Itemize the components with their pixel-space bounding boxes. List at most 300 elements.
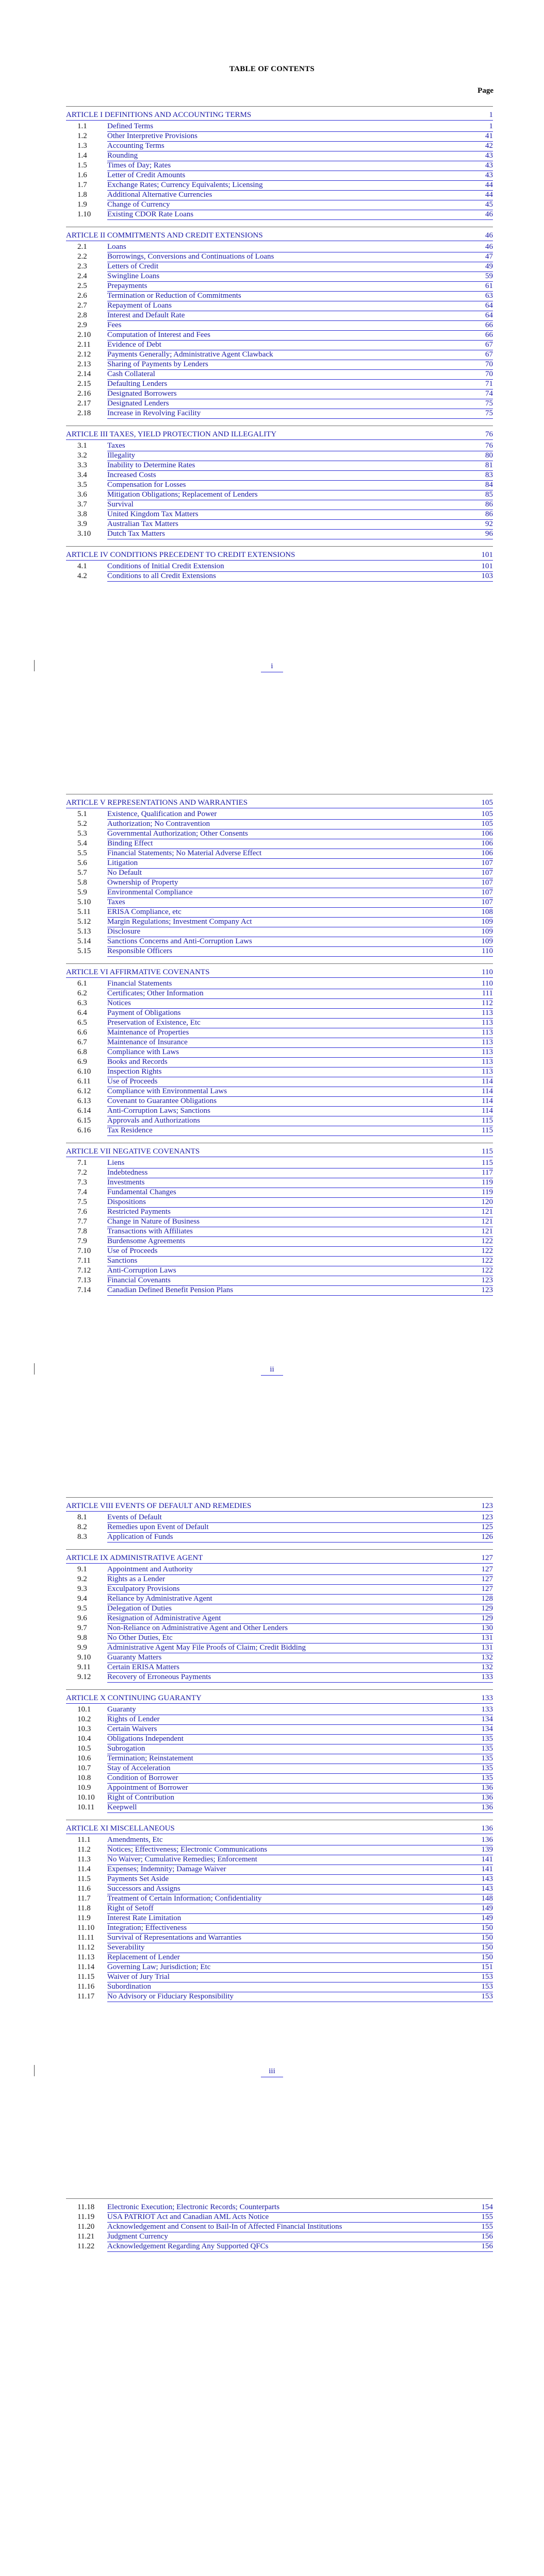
section-title: Rounding: [107, 151, 138, 160]
section-link[interactable]: [107, 1067, 493, 1077]
section-link[interactable]: [107, 1188, 493, 1198]
section-number: 3.6: [77, 490, 87, 499]
page-number[interactable]: ii: [270, 1365, 274, 1374]
section-link[interactable]: [107, 409, 493, 419]
section-row: [66, 519, 493, 529]
section-link[interactable]: [107, 1913, 493, 1924]
section-page-number: 119: [482, 1178, 493, 1187]
section-link[interactable]: [107, 1803, 493, 1813]
section-row: [66, 1884, 493, 1894]
section-row: [66, 858, 493, 868]
section-page-number: 101: [481, 562, 493, 570]
section-link[interactable]: [107, 1724, 493, 1735]
section-link[interactable]: [107, 151, 493, 161]
section-page-number: 114: [482, 1087, 493, 1095]
section-page-number: 64: [485, 311, 493, 319]
section-page-number: 136: [481, 1836, 493, 1844]
section-link[interactable]: [107, 291, 493, 301]
section-link[interactable]: [107, 1633, 493, 1643]
section-link[interactable]: [107, 379, 493, 389]
article-title: ARTICLE VII NEGATIVE COVENANTS: [66, 1147, 200, 1156]
section-page-number: 135: [481, 1774, 493, 1782]
section-title: Use of Proceeds: [107, 1077, 158, 1086]
section-page-number: 75: [485, 399, 493, 408]
section-link[interactable]: [107, 1227, 493, 1237]
section-page-number: 66: [485, 321, 493, 329]
section-link[interactable]: [107, 242, 493, 252]
section-number: 10.6: [77, 1754, 91, 1762]
section-link[interactable]: [107, 1116, 493, 1126]
section-link[interactable]: [107, 1038, 493, 1048]
section-link[interactable]: [107, 819, 493, 829]
section-row: [66, 2232, 493, 2242]
section-link[interactable]: [107, 878, 493, 888]
section-link[interactable]: [107, 888, 493, 898]
section-number: 11.7: [77, 1894, 91, 1903]
article-link[interactable]: [66, 968, 493, 978]
section-link[interactable]: [107, 360, 493, 370]
section-row: [66, 1913, 493, 1923]
section-number: 11.8: [77, 1904, 91, 1912]
section-page-number: 107: [481, 869, 493, 877]
section-link[interactable]: [107, 340, 493, 350]
toc-page-block: [66, 106, 493, 588]
section-number: 3.7: [77, 500, 87, 509]
section-number: 10.3: [77, 1725, 91, 1733]
section-link[interactable]: [107, 1972, 493, 1982]
section-link[interactable]: [107, 1845, 493, 1855]
section-link[interactable]: [107, 917, 493, 927]
section-title: Anti-Corruption Laws; Sanctions: [107, 1107, 210, 1115]
section-row: [66, 1008, 493, 1018]
section-link[interactable]: [107, 180, 493, 191]
section-row: [66, 210, 493, 219]
section-link[interactable]: [107, 141, 493, 151]
article-link[interactable]: [66, 550, 493, 561]
section-link[interactable]: [107, 1513, 493, 1523]
section-title: Fees: [107, 321, 122, 329]
section-link[interactable]: [107, 301, 493, 311]
section-link[interactable]: [107, 1933, 493, 1943]
section-link[interactable]: [107, 809, 493, 820]
section-link[interactable]: [107, 1246, 493, 1257]
section-title: Restricted Payments: [107, 1208, 171, 1216]
section-link[interactable]: [107, 510, 493, 520]
article-link[interactable]: [66, 1553, 493, 1564]
section-link[interactable]: [107, 529, 493, 539]
section-row: [66, 1982, 493, 1992]
section-row: [66, 1773, 493, 1783]
section-title: Dutch Tax Matters: [107, 530, 165, 538]
section-link[interactable]: [107, 470, 493, 481]
section-link[interactable]: [107, 1943, 493, 1953]
section-link[interactable]: [107, 562, 493, 572]
section-page-number: 105: [481, 810, 493, 818]
section-link[interactable]: [107, 1276, 493, 1286]
section-link[interactable]: [107, 500, 493, 510]
section-link[interactable]: [107, 161, 493, 171]
section-title: Accounting Terms: [107, 142, 164, 150]
section-link[interactable]: [107, 1584, 493, 1595]
article-link[interactable]: [66, 231, 493, 241]
section-title: Termination; Reinstatement: [107, 1754, 193, 1762]
article-link[interactable]: [66, 430, 493, 440]
section-row: [66, 1633, 493, 1643]
section-link[interactable]: [107, 2222, 493, 2232]
section-link[interactable]: [107, 946, 493, 957]
section-title: Subrogation: [107, 1744, 145, 1753]
section-page-number: 141: [481, 1865, 493, 1873]
article-page-number: 101: [481, 551, 493, 559]
section-number: 1.2: [77, 132, 87, 140]
section-link[interactable]: [107, 399, 493, 409]
section-row: [66, 409, 493, 418]
section-link[interactable]: [107, 1008, 493, 1019]
section-title: Sharing of Payments by Lenders: [107, 360, 208, 368]
section-link[interactable]: [107, 1266, 493, 1276]
section-link[interactable]: [107, 1018, 493, 1028]
section-link[interactable]: [107, 1087, 493, 1097]
section-link[interactable]: [107, 1217, 493, 1227]
section-row: [66, 1207, 493, 1217]
section-title: Notices: [107, 999, 131, 1007]
section-page-number: 156: [481, 2242, 493, 2250]
section-row: [66, 1972, 493, 1982]
section-link[interactable]: [107, 1764, 493, 1774]
section-link[interactable]: [107, 262, 493, 272]
section-number: 5.14: [77, 937, 91, 945]
section-title: Litigation: [107, 859, 138, 867]
article-link[interactable]: [66, 1147, 493, 1157]
section-link[interactable]: [107, 1962, 493, 1973]
section-row: [66, 262, 493, 272]
section-link[interactable]: [107, 200, 493, 210]
section-page-number: 43: [485, 161, 493, 170]
section-link[interactable]: [107, 1126, 493, 1136]
section-number: 5.5: [77, 849, 87, 857]
section-link[interactable]: [107, 907, 493, 918]
section-number: 7.6: [77, 1208, 87, 1216]
section-link[interactable]: [107, 868, 493, 878]
section-link[interactable]: [107, 1953, 493, 1963]
section-row: [66, 1643, 493, 1653]
section-title: Change of Currency: [107, 200, 170, 209]
section-title: Severability: [107, 1943, 145, 1952]
section-number: 2.17: [77, 399, 91, 408]
section-link[interactable]: [107, 1096, 493, 1107]
section-link[interactable]: [107, 1077, 493, 1087]
section-title: Use of Proceeds: [107, 1247, 158, 1255]
section-row: [66, 1923, 493, 1933]
section-link[interactable]: [107, 451, 493, 461]
section-link[interactable]: [107, 1285, 493, 1296]
section-row: [66, 529, 493, 539]
section-link[interactable]: [107, 1574, 493, 1585]
section-title: Anti-Corruption Laws: [107, 1266, 176, 1275]
section-row: [66, 878, 493, 888]
section-number: 6.5: [77, 1019, 87, 1027]
section-title: Dispositions: [107, 1198, 146, 1206]
section-link[interactable]: [107, 350, 493, 360]
article-link[interactable]: [66, 1824, 493, 1834]
section-link[interactable]: [107, 1653, 493, 1663]
section-link[interactable]: [107, 1207, 493, 1217]
section-link[interactable]: [107, 1614, 493, 1624]
section-number: 6.2: [77, 989, 87, 997]
section-link[interactable]: [107, 1236, 493, 1247]
section-link[interactable]: [107, 1643, 493, 1653]
article-link[interactable]: [66, 1501, 493, 1512]
section-number: 7.1: [77, 1159, 87, 1167]
section-title: Non-Reliance on Administrative Agent and Other Lenders: [107, 1624, 288, 1632]
section-number: 6.14: [77, 1107, 91, 1115]
section-link[interactable]: [107, 1894, 493, 1904]
section-page-number: 133: [481, 1705, 493, 1714]
page-number[interactable]: iii: [269, 2067, 275, 2075]
section-link[interactable]: [107, 171, 493, 181]
section-link[interactable]: [107, 839, 493, 849]
section-row: [66, 1096, 493, 1106]
section-title: Liens: [107, 1159, 125, 1167]
section-link[interactable]: [107, 320, 493, 331]
section-row: [66, 1047, 493, 1057]
section-title: Loans: [107, 243, 126, 251]
section-link[interactable]: [107, 829, 493, 839]
section-link[interactable]: [107, 1705, 493, 1715]
section-number: 1.10: [77, 210, 91, 218]
section-link[interactable]: [107, 210, 493, 220]
section-page-number: 122: [481, 1247, 493, 1255]
section-link[interactable]: [107, 1158, 493, 1168]
section-link[interactable]: [107, 480, 493, 490]
section-title: Australian Tax Matters: [107, 520, 178, 528]
section-link[interactable]: [107, 1256, 493, 1266]
section-page-number: 133: [481, 1673, 493, 1681]
section-link[interactable]: [107, 2202, 493, 2213]
section-link[interactable]: [107, 1783, 493, 1793]
page-number[interactable]: i: [271, 662, 273, 670]
section-row: [66, 171, 493, 180]
section-title: Increase in Revolving Facility: [107, 409, 201, 417]
section-link[interactable]: [107, 1754, 493, 1764]
section-link[interactable]: [107, 1197, 493, 1208]
section-number: 1.1: [77, 122, 87, 130]
section-link[interactable]: [107, 490, 493, 500]
section-link[interactable]: [107, 1168, 493, 1178]
section-number: 11.20: [77, 2223, 95, 2231]
section-link[interactable]: [107, 281, 493, 292]
section-link[interactable]: [107, 1047, 493, 1058]
section-link[interactable]: [107, 1874, 493, 1885]
article-link[interactable]: [66, 798, 493, 808]
section-link[interactable]: [107, 1057, 493, 1067]
section-title: Responsible Officers: [107, 947, 172, 955]
toc-page-block: [66, 2198, 493, 2259]
section-title: Ownership of Property: [107, 878, 178, 887]
article-group: [66, 1820, 493, 2002]
section-link[interactable]: [107, 849, 493, 859]
section-number: 9.11: [77, 1663, 91, 1671]
section-link[interactable]: [107, 1663, 493, 1673]
section-number: 3.5: [77, 481, 87, 489]
section-link[interactable]: [107, 1992, 493, 2002]
section-row: [66, 1584, 493, 1594]
section-title: ERISA Compliance, etc: [107, 908, 182, 916]
section-number: 3.2: [77, 451, 87, 460]
article-page-number: 127: [481, 1554, 493, 1562]
section-link[interactable]: [107, 1982, 493, 1992]
section-number: 7.9: [77, 1237, 87, 1245]
section-number: 9.10: [77, 1653, 91, 1662]
section-number: 9.9: [77, 1643, 87, 1652]
section-title: Swingline Loans: [107, 272, 160, 280]
section-link[interactable]: [107, 937, 493, 947]
article-title: ARTICLE VI AFFIRMATIVE COVENANTS: [66, 968, 210, 976]
section-link[interactable]: [107, 1178, 493, 1188]
section-row: [66, 291, 493, 301]
section-link[interactable]: [107, 2242, 493, 2252]
section-link[interactable]: [107, 979, 493, 989]
section-title: Certain Waivers: [107, 1725, 157, 1733]
article-link[interactable]: [66, 1693, 493, 1704]
section-row: [66, 1604, 493, 1614]
section-row: [66, 1715, 493, 1724]
section-link[interactable]: [107, 1884, 493, 1894]
section-link[interactable]: [107, 369, 493, 380]
section-link[interactable]: [107, 519, 493, 530]
section-link[interactable]: [107, 2212, 493, 2223]
section-row: [66, 888, 493, 897]
section-link[interactable]: [107, 131, 493, 142]
article-title: ARTICLE III TAXES, YIELD PROTECTION AND ILLEGALITY: [66, 430, 277, 438]
section-title: Compensation for Losses: [107, 481, 186, 489]
section-link[interactable]: [107, 1773, 493, 1784]
section-title: Payments Set Aside: [107, 1875, 169, 1883]
article-title: ARTICLE X CONTINUING GUARANTY: [66, 1694, 202, 1702]
section-row: [66, 1653, 493, 1663]
section-link[interactable]: [107, 1835, 493, 1845]
section-link[interactable]: [107, 1734, 493, 1744]
section-link[interactable]: [107, 311, 493, 321]
section-link[interactable]: [107, 2232, 493, 2242]
section-title: Environmental Compliance: [107, 888, 193, 896]
section-number: 11.1: [77, 1836, 91, 1844]
section-link[interactable]: [107, 1715, 493, 1725]
section-page-number: 61: [485, 282, 493, 290]
section-page-number: 136: [481, 1803, 493, 1811]
section-link[interactable]: [107, 1106, 493, 1116]
section-number: 6.16: [77, 1126, 91, 1134]
section-link[interactable]: [107, 897, 493, 908]
section-row: [66, 2212, 493, 2222]
section-link[interactable]: [107, 272, 493, 282]
section-page-number: 106: [481, 839, 493, 848]
section-number: 2.1: [77, 243, 87, 251]
section-title: Maintenance of Properties: [107, 1028, 189, 1037]
section-number: 5.12: [77, 918, 91, 926]
section-link[interactable]: [107, 1865, 493, 1875]
section-title: Survival: [107, 500, 134, 509]
section-link[interactable]: [107, 927, 493, 937]
section-link[interactable]: [107, 571, 493, 582]
section-page-number: 131: [481, 1643, 493, 1652]
section-link[interactable]: [107, 1604, 493, 1614]
section-row: [66, 1865, 493, 1874]
section-link[interactable]: [107, 1855, 493, 1865]
section-row: [66, 490, 493, 500]
section-page-number: 113: [482, 1009, 493, 1017]
section-number: 11.21: [77, 2232, 95, 2241]
section-page-number: 45: [485, 200, 493, 209]
article-page-number: 1: [489, 111, 493, 119]
section-row: [66, 829, 493, 839]
section-row: [66, 242, 493, 252]
section-page-number: 134: [481, 1715, 493, 1723]
section-row: [66, 1904, 493, 1913]
section-title: Right of Setoff: [107, 1904, 154, 1912]
section-link[interactable]: [107, 1522, 493, 1533]
section-title: Waiver of Jury Trial: [107, 1973, 170, 1981]
article-separator: [66, 546, 493, 547]
section-link[interactable]: [107, 1923, 493, 1934]
section-title: Reliance by Administrative Agent: [107, 1595, 212, 1603]
article-title: ARTICLE II COMMITMENTS AND CREDIT EXTENSIONS: [66, 231, 263, 240]
section-link[interactable]: [107, 1594, 493, 1604]
section-number: 9.4: [77, 1595, 87, 1603]
section-number: 6.11: [77, 1077, 91, 1086]
section-page-number: 135: [481, 1764, 493, 1772]
section-link[interactable]: [107, 389, 493, 399]
article-group: [66, 227, 493, 418]
section-number: 1.5: [77, 161, 87, 170]
article-link[interactable]: [66, 110, 493, 121]
section-title: Obligations Independent: [107, 1735, 184, 1743]
section-link[interactable]: [107, 330, 493, 341]
section-link[interactable]: [107, 441, 493, 451]
section-link[interactable]: [107, 190, 493, 200]
article-group: [66, 2198, 493, 2251]
section-link[interactable]: [107, 1793, 493, 1803]
section-link[interactable]: [107, 252, 493, 262]
section-link[interactable]: [107, 1623, 493, 1634]
section-title: Letter of Credit Amounts: [107, 171, 186, 179]
section-link[interactable]: [107, 1532, 493, 1543]
section-link[interactable]: [107, 858, 493, 869]
section-link[interactable]: [107, 998, 493, 1009]
section-link[interactable]: [107, 1904, 493, 1914]
section-title: Financial Statements: [107, 979, 172, 988]
section-number: 11.14: [77, 1963, 95, 1971]
section-link[interactable]: [107, 122, 493, 132]
section-number: 10.5: [77, 1744, 91, 1753]
section-link[interactable]: [107, 1028, 493, 1038]
section-title: Transactions with Affiliates: [107, 1227, 193, 1235]
section-link[interactable]: [107, 989, 493, 999]
section-title: Designated Borrowers: [107, 389, 177, 398]
section-title: Financial Covenants: [107, 1276, 171, 1284]
section-number: 11.13: [77, 1953, 95, 1961]
section-link[interactable]: [107, 1744, 493, 1754]
section-title: Electronic Execution; Electronic Records; Counterparts: [107, 2203, 280, 2211]
section-title: Taxes: [107, 898, 125, 906]
section-row: [66, 451, 493, 461]
section-title: Notices; Effectiveness; Electronic Communications: [107, 1845, 268, 1854]
section-title: Events of Default: [107, 1513, 162, 1521]
section-link[interactable]: [107, 1565, 493, 1575]
section-link[interactable]: [107, 1672, 493, 1683]
section-number: 8.3: [77, 1533, 87, 1541]
section-link[interactable]: [107, 461, 493, 471]
